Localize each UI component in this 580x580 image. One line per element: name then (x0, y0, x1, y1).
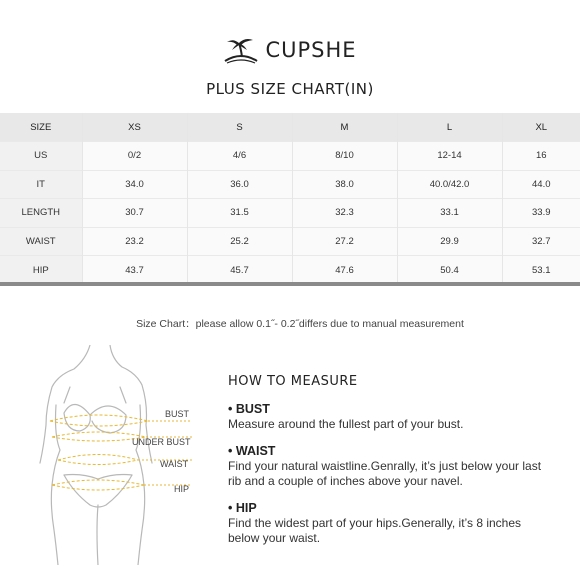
table-cell: 8/10 (292, 142, 397, 171)
table-row (0, 256, 580, 285)
table-cell: 45.7 (187, 256, 292, 285)
table-cell: 40.0/42.0 (397, 170, 502, 199)
table-cell: 23.2 (82, 227, 187, 256)
measure-heading: • WAIST (228, 444, 276, 458)
brand-name: CUPSHE (265, 38, 357, 62)
table-row (0, 142, 580, 171)
size-chart-table (0, 113, 580, 284)
measure-heading: • BUST (228, 402, 270, 416)
table-divider (0, 282, 580, 286)
measure-section (228, 501, 573, 546)
table-cell: 53.1 (502, 256, 580, 285)
measure-description: rib and a couple of inches above your navel. (228, 474, 463, 488)
measurement-note: Size Chart：please allow 0.1˝- 0.2˝differs due to manual measurement (136, 318, 464, 330)
table-cell: 33.9 (502, 199, 580, 228)
table-cell: 12-14 (397, 142, 502, 171)
label-hip: HIP (174, 484, 190, 494)
chart-title: PLUS SIZE CHART(IN) (206, 80, 374, 98)
table-cell: 33.1 (397, 199, 502, 228)
header-cell: M (292, 113, 397, 142)
table-cell: 29.9 (397, 227, 502, 256)
table-cell: 50.4 (397, 256, 502, 285)
table-cell: 16 (502, 142, 580, 171)
table-cell: 31.5 (187, 199, 292, 228)
measure-description: below your waist. (228, 531, 321, 545)
measure-heading: • HIP (228, 501, 257, 515)
measure-description: Find the widest part of your hips.Generally, it’s 8 inches (228, 516, 522, 530)
row-label: HIP (0, 256, 82, 285)
row-label: LENGTH (0, 199, 82, 228)
table-cell: 32.7 (502, 227, 580, 256)
brand-header (0, 30, 580, 70)
how-to-measure-title: HOW TO MEASURE (228, 374, 358, 389)
label-waist: WAIST (160, 459, 189, 469)
measure-description: Measure around the fullest part of your bust. (228, 417, 464, 431)
header-cell: SIZE (0, 113, 82, 142)
table-row (0, 227, 580, 256)
row-label: WAIST (0, 227, 82, 256)
measure-description: Find your natural waistline.Genrally, it’s just below your last (228, 459, 542, 473)
table-cell: 34.0 (82, 170, 187, 199)
header-cell: L (397, 113, 502, 142)
table-cell: 30.7 (82, 199, 187, 228)
header-cell: XS (82, 113, 187, 142)
header-cell: S (187, 113, 292, 142)
table-cell: 32.3 (292, 199, 397, 228)
table-row (0, 170, 580, 199)
palm-tree-island-icon (223, 35, 259, 65)
label-bust: BUST (165, 409, 190, 419)
table-cell: 0/2 (82, 142, 187, 171)
table-cell: 47.6 (292, 256, 397, 285)
table-cell: 25.2 (187, 227, 292, 256)
body-outline-icon (30, 345, 200, 565)
table-cell: 38.0 (292, 170, 397, 199)
row-label: IT (0, 170, 82, 199)
table-row (0, 199, 580, 228)
row-label: US (0, 142, 82, 171)
table-cell: 27.2 (292, 227, 397, 256)
measure-section (228, 402, 573, 432)
table-cell: 4/6 (187, 142, 292, 171)
body-figure (30, 345, 200, 565)
table-header-row (0, 113, 580, 142)
header-cell: XL (502, 113, 580, 142)
measure-section (228, 444, 573, 489)
table-cell: 43.7 (82, 256, 187, 285)
how-to-measure (228, 374, 573, 558)
label-under-bust: UNDER BUST (132, 437, 191, 447)
table-cell: 44.0 (502, 170, 580, 199)
table-cell: 36.0 (187, 170, 292, 199)
